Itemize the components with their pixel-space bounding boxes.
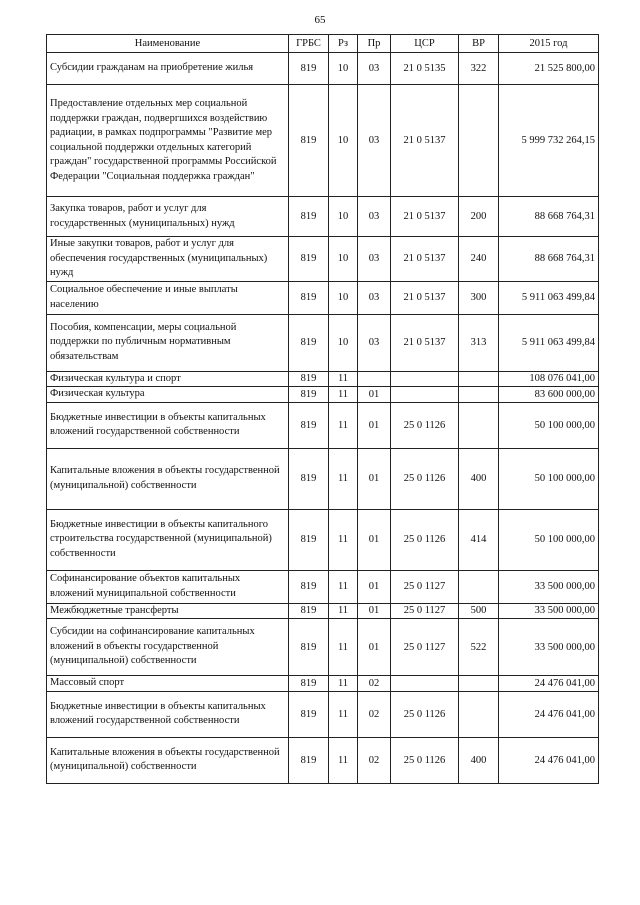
cell-amount: 88 668 764,31 [499,197,599,237]
cell-vr: 522 [459,619,499,676]
cell-grbs: 819 [289,197,329,237]
cell-rz: 10 [329,53,358,85]
cell-pr: 01 [358,387,391,403]
cell-name: Физическая культура [47,387,289,403]
cell-vr [459,691,499,737]
cell-csr: 25 0 1127 [391,619,459,676]
cell-amount: 50 100 000,00 [499,509,599,570]
cell-amount: 24 476 041,00 [499,676,599,692]
cell-vr [459,371,499,387]
cell-vr: 500 [459,603,499,619]
table-row [47,737,599,783]
cell-vr: 313 [459,314,499,371]
cell-grbs: 819 [289,314,329,371]
cell-csr: 21 0 5135 [391,53,459,85]
cell-pr: 01 [358,570,391,603]
cell-pr: 02 [358,691,391,737]
cell-amount: 24 476 041,00 [499,737,599,783]
header-rz: Рз [329,35,358,53]
cell-grbs: 819 [289,603,329,619]
cell-name: Закупка товаров, работ и услуг для государственных (муниципальных) нужд [47,197,289,237]
cell-name: Бюджетные инвестиции в объекты капитальных вложений государственной собственности [47,691,289,737]
cell-pr: 01 [358,603,391,619]
header-vr: ВР [459,35,499,53]
cell-name: Иные закупки товаров, работ и услуг для обеспечения государственных (муниципальных) нужд [47,237,289,282]
header-grbs: ГРБС [289,35,329,53]
cell-pr: 03 [358,85,391,197]
table-row [47,448,599,509]
cell-grbs: 819 [289,53,329,85]
cell-amount: 108 076 041,00 [499,371,599,387]
header-csr: ЦСР [391,35,459,53]
cell-csr [391,387,459,403]
cell-name: Капитальные вложения в объекты государственной (муниципальной) собственности [47,737,289,783]
cell-vr: 400 [459,737,499,783]
cell-grbs: 819 [289,281,329,314]
cell-csr: 21 0 5137 [391,314,459,371]
cell-rz: 10 [329,237,358,282]
table-row [47,371,599,387]
cell-rz: 10 [329,314,358,371]
cell-name: Субсидии гражданам на приобретение жилья [47,53,289,85]
cell-rz: 10 [329,85,358,197]
cell-csr: 25 0 1127 [391,603,459,619]
cell-csr [391,371,459,387]
cell-csr: 21 0 5137 [391,85,459,197]
cell-grbs: 819 [289,85,329,197]
cell-pr: 03 [358,53,391,85]
cell-rz: 11 [329,691,358,737]
cell-pr: 03 [358,197,391,237]
cell-grbs: 819 [289,371,329,387]
cell-rz: 11 [329,371,358,387]
cell-rz: 11 [329,737,358,783]
page-number: 65 [314,14,326,26]
cell-csr: 25 0 1126 [391,402,459,448]
cell-rz: 11 [329,676,358,692]
table-row [47,281,599,314]
cell-pr: 01 [358,619,391,676]
table-row [47,603,599,619]
cell-amount: 33 500 000,00 [499,619,599,676]
cell-pr: 01 [358,402,391,448]
cell-name: Предоставление отдельных мер социальной поддержки граждан, подвергшихся воздействию радиации, в рамках подпрограммы "Развитие мер социальной поддержки отдельных категорий граждан" государственной программы Российской Федерации "Социальная поддержка граждан" [47,85,289,197]
cell-amount: 33 500 000,00 [499,603,599,619]
cell-grbs: 819 [289,676,329,692]
cell-grbs: 819 [289,402,329,448]
cell-name: Субсидии на софинансирование капитальных вложений в объекты государственной (муниципальной) собственности [47,619,289,676]
cell-vr: 240 [459,237,499,282]
cell-name: Межбюджетные трансферты [47,603,289,619]
cell-amount: 33 500 000,00 [499,570,599,603]
cell-amount: 5 999 732 264,15 [499,85,599,197]
cell-name: Бюджетные инвестиции в объекты капитальных вложений государственной собственности [47,402,289,448]
table-row [47,53,599,85]
cell-name: Бюджетные инвестиции в объекты капитального строительства государственной (муниципальной) собственности [47,509,289,570]
cell-pr: 02 [358,676,391,692]
cell-rz: 11 [329,570,358,603]
cell-pr: 03 [358,281,391,314]
table-row [47,509,599,570]
cell-grbs: 819 [289,737,329,783]
cell-grbs: 819 [289,619,329,676]
cell-amount: 5 911 063 499,84 [499,314,599,371]
table-row [47,570,599,603]
cell-vr [459,570,499,603]
cell-grbs: 819 [289,387,329,403]
cell-vr: 300 [459,281,499,314]
cell-csr: 25 0 1127 [391,570,459,603]
cell-rz: 10 [329,197,358,237]
cell-vr: 400 [459,448,499,509]
cell-vr [459,402,499,448]
cell-vr: 322 [459,53,499,85]
cell-amount: 50 100 000,00 [499,402,599,448]
cell-vr: 414 [459,509,499,570]
cell-csr: 25 0 1126 [391,448,459,509]
cell-name: Физическая культура и спорт [47,371,289,387]
cell-rz: 11 [329,448,358,509]
table-row [47,691,599,737]
cell-name: Софинансирование объектов капитальных вложений муниципальной собственности [47,570,289,603]
cell-rz: 11 [329,509,358,570]
cell-pr: 03 [358,237,391,282]
budget-table [46,34,599,784]
header-row [47,35,599,53]
cell-amount: 5 911 063 499,84 [499,281,599,314]
cell-amount: 21 525 800,00 [499,53,599,85]
cell-csr: 25 0 1126 [391,509,459,570]
table-row [47,237,599,282]
cell-vr [459,676,499,692]
cell-pr: 01 [358,448,391,509]
cell-pr: 02 [358,737,391,783]
cell-pr [358,371,391,387]
cell-amount: 88 668 764,31 [499,237,599,282]
table-row [47,402,599,448]
cell-vr: 200 [459,197,499,237]
cell-amount: 83 600 000,00 [499,387,599,403]
cell-name: Капитальные вложения в объекты государственной (муниципальной) собственности [47,448,289,509]
cell-name: Пособия, компенсации, меры социальной поддержки по публичным нормативным обязательствам [47,314,289,371]
cell-csr [391,676,459,692]
cell-grbs: 819 [289,237,329,282]
cell-rz: 11 [329,387,358,403]
cell-csr: 21 0 5137 [391,281,459,314]
table-row [47,85,599,197]
table-row [47,314,599,371]
header-name: Наименование [47,35,289,53]
cell-amount: 24 476 041,00 [499,691,599,737]
header-pr: Пр [358,35,391,53]
cell-grbs: 819 [289,691,329,737]
table-row [47,197,599,237]
cell-name: Социальное обеспечение и иные выплаты населению [47,281,289,314]
cell-name: Массовый спорт [47,676,289,692]
cell-rz: 11 [329,619,358,676]
cell-csr: 25 0 1126 [391,737,459,783]
cell-grbs: 819 [289,570,329,603]
cell-vr [459,387,499,403]
cell-vr [459,85,499,197]
cell-amount: 50 100 000,00 [499,448,599,509]
cell-rz: 10 [329,281,358,314]
cell-csr: 25 0 1126 [391,691,459,737]
cell-grbs: 819 [289,509,329,570]
cell-pr: 01 [358,509,391,570]
cell-pr: 03 [358,314,391,371]
header-year: 2015 год [499,35,599,53]
table-row [47,387,599,403]
cell-rz: 11 [329,402,358,448]
cell-csr: 21 0 5137 [391,197,459,237]
table-row [47,676,599,692]
cell-csr: 21 0 5137 [391,237,459,282]
table-row [47,619,599,676]
cell-grbs: 819 [289,448,329,509]
cell-rz: 11 [329,603,358,619]
